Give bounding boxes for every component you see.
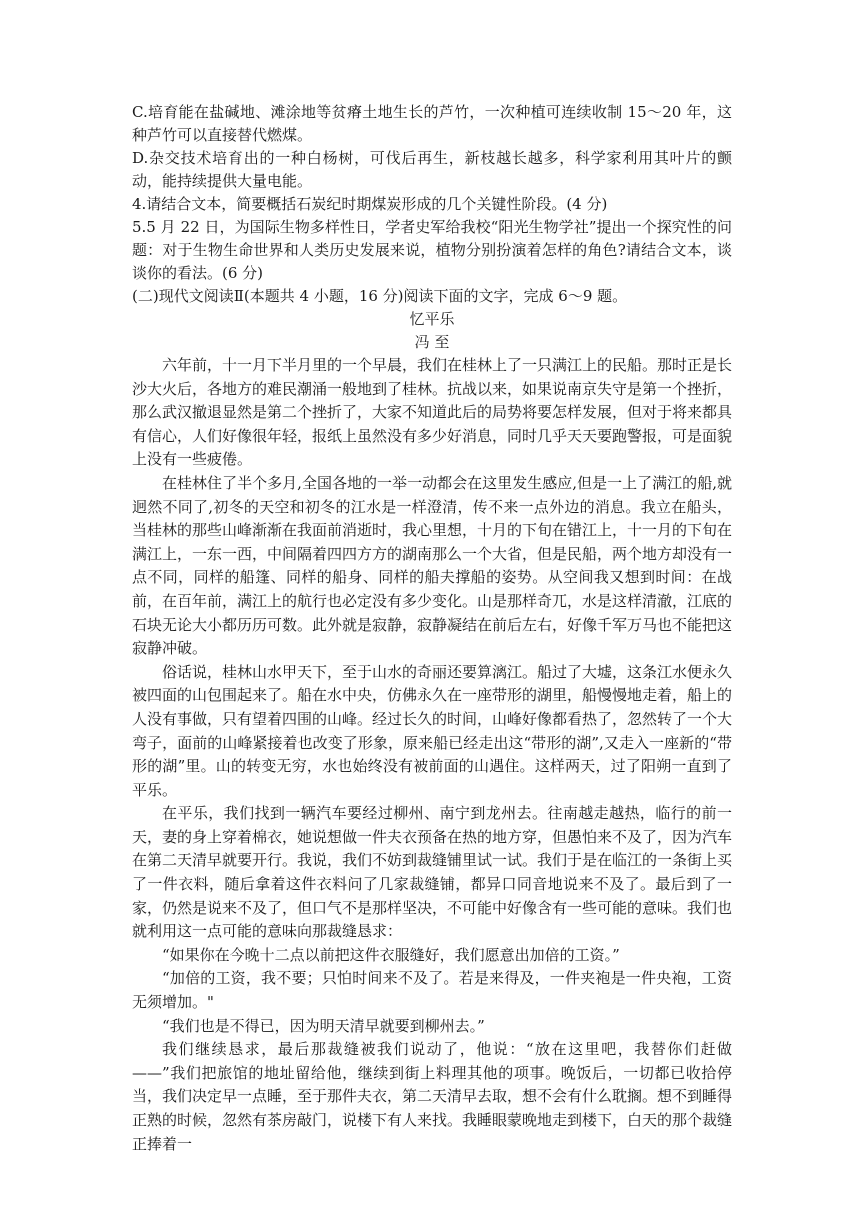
paragraph: 六年前，十一月下半月里的一个早晨，我们在桂林上了一只满江上的民船。那时正是长沙大火后，各地方的难民潮涌一般地到了桂林。抗战以来，如果说南京失守是第一个挫折，那么武汉撤退显然是第二个挫折了，大家不知道此后的局势将要怎样发展，但对于将来都具有信心，人们好像很年轻，报纸上虽然没有多少好消息，同时几乎天天要跑警报，可是面貌上没有一些疲倦。 [132, 356, 733, 469]
question-5: 5.5 月 22 日，为国际生物多样性日，学者史军给我校“阳光生物学社”提出一个探究性的问题：对于生物生命世界和人类历史发展来说，植物分别扮演着怎样的角色?请结合文本，谈谈你的看法。(6 分) [132, 218, 732, 282]
paragraph: 俗话说，桂林山水甲天下，至于山水的奇丽还要算漓江。船过了大墟，这条江水便永久被四面的山包围起来了。船在水中央，仿佛永久在一座带形的湖里，船慢慢地走着，船上的人没有事做，只有望着四围的山峰。经过长久的时间，山峰好像都看热了，忽然转了一个大弯子，面前的山峰紧接着也改变了形象，原来船已经走出这“带形的湖”,又走入一座新的“带形的湖”里。山的转变无穷，水也始终没有被前面的山遇住。这样两天，过了阳朔一直到了平乐。 [132, 662, 733, 799]
article-title: 忆平乐 [409, 310, 455, 328]
article-author: 冯 至 [414, 333, 450, 351]
dialogue-line: “我们也是不得已，因为明天清早就要到柳州去。” [162, 1016, 485, 1035]
dialogue-line: “如果你在今晚十二点以前把这件衣服缝好，我们愿意出加倍的工资。” [162, 945, 620, 964]
paragraph: 在平乐，我们找到一辆汽车要经过柳州、南宁到龙州去。往南越走越热，临行的前一天，妻的身上穿着棉衣，她说想做一件夫衣预备在热的地方穿，但愚怕来不及了，因为汽车在第二天清早就要开行。我说，我们不妨到裁缝铺里试一试。我们于是在临江的一条街上买了一件衣料，随后拿着这件衣料问了几家裁缝铺，都异口同音地说来不及了。最后到了一家，仍然是说来不及了，但口气不是那样坚决，不可能中好像含有一些可能的意味。我们也就利用这一点可能的意味向那裁缝恳求： [132, 804, 733, 941]
question-4: 4.请结合文本，简要概括石炭纪时期煤炭形成的几个关键性阶段。(4 分) [132, 195, 608, 213]
paragraph: 我们继续恳求，最后那裁缝被我们说动了，他说：“放在这里吧，我替你们赶做——”我们把旅馆的地址留给他，继续到街上料理其他的项事。晚饭后，一切都已收拾停当，我们决定早一点睡，至于那件夫衣，第二天清早去取，想不会有什么耽搁。想不到睡得正熟的时候，忽然有茶房敲门，说楼下有人来找。我睡眼蒙晚地走到楼下，白天的那个裁缝正捧着一 [132, 1040, 733, 1153]
document-page [132, 101, 732, 1156]
paragraph: 在桂林住了半个多月,全国各地的一举一动都会在这里发生感应,但是一上了满江的船,就迥然不同了,初冬的天空和初冬的江水是一样澄清，传不来一点外边的消息。我立在船头，当桂林的那些山峰渐渐在我面前消逝时，我心里想，十月的下旬在错江上，十一月的下旬在满江上，一东一西，中间隔着四四方方的湖南那么一个大省，但是民船，两个地方却没有一点不同，同样的船篷、同样的船身、同样的船夫撑船的姿势。从空间我又想到时间：在战前，在百年前，满江上的航行也必定没有多少变化。山是那样奇兀，水是这样清澈，江底的石块无论大小都历历可数。此外就是寂静，寂静凝结在前后左右，好像千军万马也不能把这寂静冲破。 [132, 473, 733, 658]
dialogue-line: “加倍的工资，我不要；只怕时间来不及了。若是来得及，一件夹袍是一件央袍，工资无须增加。" [132, 969, 732, 1012]
option-c: C.培育能在盐碱地、滩涂地等贫瘠土地生长的芦竹，一次种植可连续收制 15～20 年，这种芦竹可以直接替代燃煤。 [132, 103, 732, 144]
section-heading: (二)现代文阅读Ⅱ(本题共 4 小题，16 分)阅读下面的文字，完成 6～9 题。 [132, 287, 628, 305]
option-d: D.杂交技术培育出的一种白杨树，可伐后再生，新枝越长越多，科学家利用其叶片的颤动，能持续提供大量电能。 [132, 149, 732, 190]
